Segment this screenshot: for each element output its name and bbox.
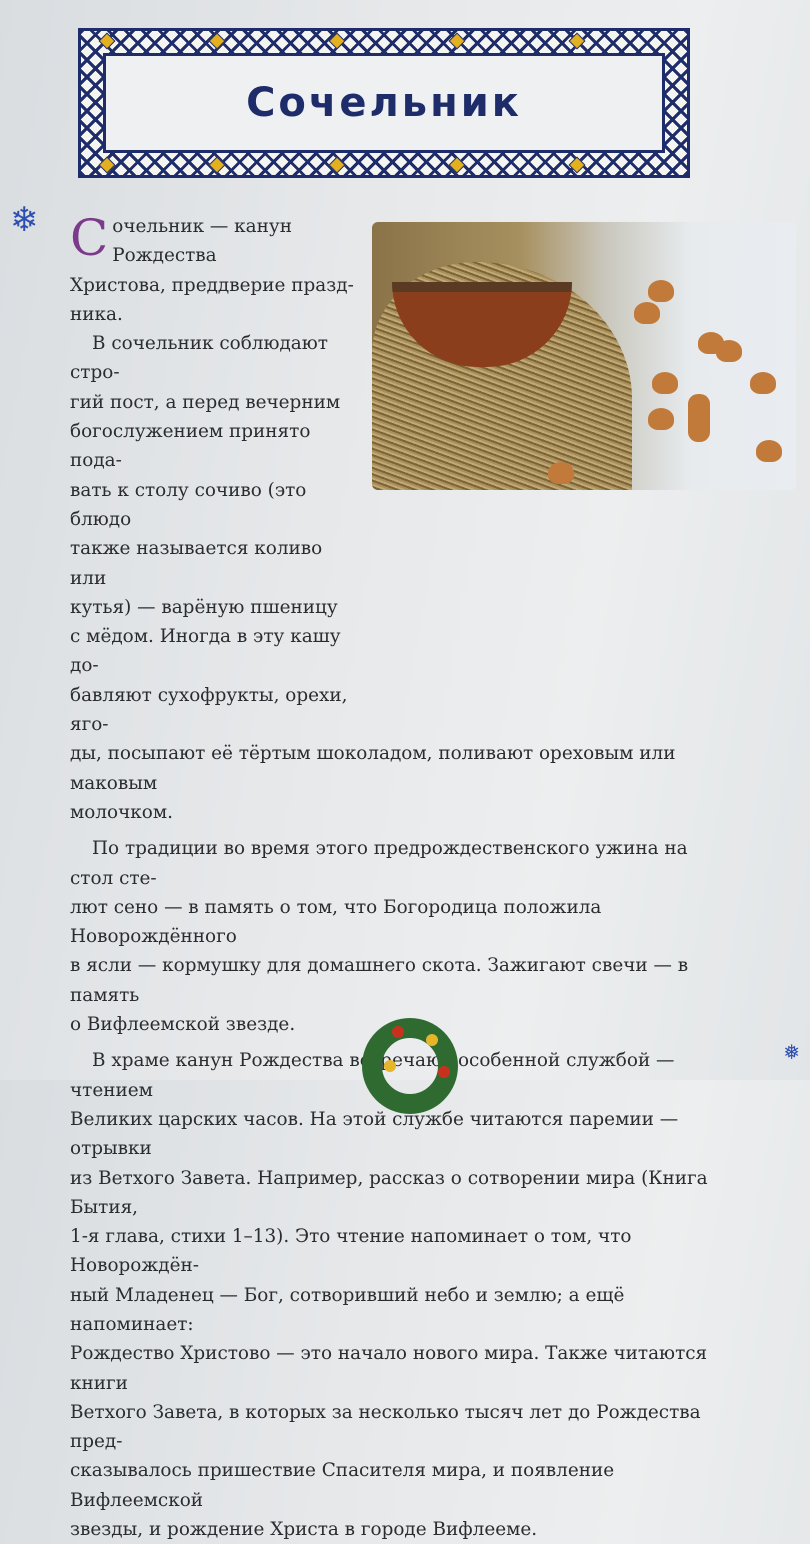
paragraph-2: В сочельник соблюдают стро- гий пост, а перед вечерним богослужением принято пода- вать к столу сочиво (это блюдо также называется коливо или кутья) — варёную пшеницу с мёдом. Иногда в эту кашу до- бавляют сухофрукты, орехи, яго- [70, 333, 348, 736]
snowflake-icon: ❄ [10, 200, 39, 240]
paragraph-3: По традиции во время этого предрождественского ужина на стол сте- лют сено — в память о том, что Богородица положила Новорождённого в ясли — кормушку для домашнего скота. Зажигают свечи — в память о Вифлеемской звезде. [70, 838, 689, 1036]
drop-cap: С [70, 209, 109, 267]
intro-paragraph: С очельник — канун Рождества Христова, преддверие празд- ника. [70, 209, 354, 325]
snowflake-small-icon: ❅ [783, 1040, 800, 1064]
title-frame [78, 28, 690, 178]
wreath-icon [362, 1018, 458, 1114]
article-body: С очельник — канун Рождества Христова, преддверие празд- ника. В сочельник соблюдают стро- гий пост, а перед вечерним богослужением принято пода- вать к столу сочиво (это блюдо также называется коливо или кутья) — варёную пшеницу с мёдом. Иногда в эту кашу до- бавляют сухофрукты, орехи, яго- ды, посыпают её тёртым шоколадом, поливают ореховым или маковым молочком. По традиции во время этого предрождественского ужина на стол сте- лют сено — в память о том, что Богородица положила Новорождённого в ясли — кормушку для домашнего скота. Зажигают свечи — в память о Вифлеемской звезде. В храме канун Рождества встречают особенной службой — чтением Великих царских часов. На этой службе читаются паремии — отрывки из Ветхого Завета. Например, рассказ о сотворении мира (Книга Бытия, 1-я глава, стихи 1–13). Это чтение напоминает о том, что Новорождён- ный Младенец — Бог, сотворивший небо и землю; а ещё напоминает: Рождество Христово — это начало нового мира. Также читаются книги Ветхого Завета, в которых за несколько тысяч лет до Рождества пред- сказывалось пришествие Спасителя мира, и появление Вифлеемской звезды, и рождение Христа в городе Вифлееме. [70, 212, 716, 1544]
paragraph-4: В храме канун Рождества встречают особенной службой — чтением Великих царских часов. На этой службе читаются паремии — отрывки из Ветхого Завета. Например, рассказ о сотворении мира (Книга Бытия, 1-я глава, стихи 1–13). Это чтение напоминает о том, что Новорождён- ный Младенец — Бог, сотворивший небо и землю; а ещё напоминает: Рождество Христово — это начало нового мира. Также читаются книги Ветхого Завета, в которых за несколько тысяч лет до Рождества пред- сказывалось пришествие Спасителя мира, и появление Вифлеемской звезды, и рождение Христа в городе Вифлееме. [70, 1050, 708, 1541]
page-title: Сочельник [246, 80, 522, 126]
